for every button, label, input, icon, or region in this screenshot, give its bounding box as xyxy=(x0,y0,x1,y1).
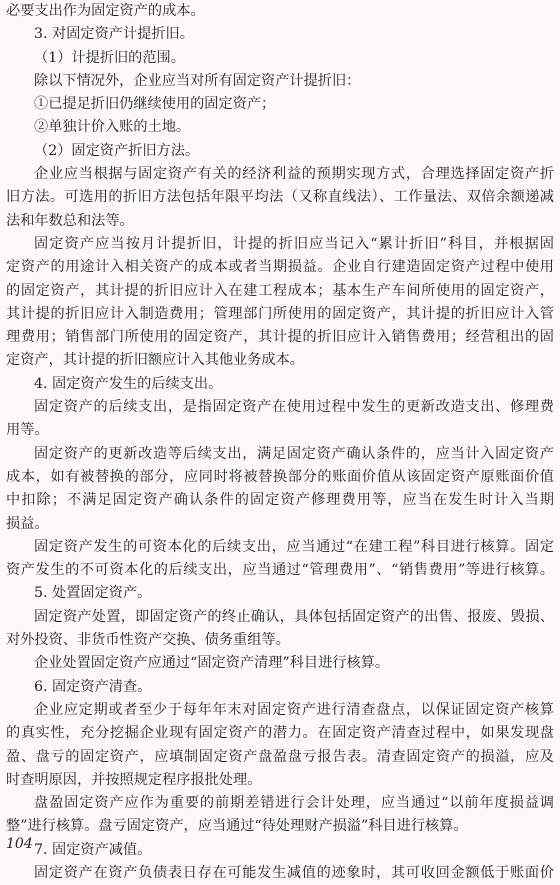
text-line: 资产发生的不可资本化的后续支出，应当通过“管理费用”、“销售费用”等进行核算。 xyxy=(6,562,554,579)
text-line: 时查明原因，并按照规定程序报批处理。 xyxy=(6,771,262,788)
text-line: 中扣除；不满足固定资产确认条件的固定资产修理费用等，应当在发生时计入当期 xyxy=(6,492,554,509)
text-line: 定资产的用途计入相关资产的成本或者当期损益。企业自行建造固定资产过程中使用 xyxy=(6,259,554,276)
body-text xyxy=(6,0,554,885)
text-line: ②单独计价入账的土地。 xyxy=(34,119,191,136)
text-line: 固定资产在资产负债表日存在可能发生减值的迹象时，其可收回金额低于账面价 xyxy=(34,864,554,881)
text-line: 企业应当根据与固定资产有关的经济利益的预期实现方式，合理选择固定资产折 xyxy=(34,166,554,183)
text-line: 5. 处置固定资产。 xyxy=(34,585,152,602)
text-line: 对外投资、非货币性资产交换、债务重组等。 xyxy=(6,632,290,649)
text-line: 的固定资产，其计提的折旧应计入在建工程成本；基本生产车间所使用的固定资产， xyxy=(6,282,554,299)
text-line: 整”进行核算。盘亏固定资产，应当通过“待处理财产损溢”科目进行核算。 xyxy=(6,818,468,835)
text-line: 必要支出作为固定资产的成本。 xyxy=(6,3,205,19)
text-line: 固定资产的更新改造等后续支出，满足固定资产确认条件的，应当计入固定资产 xyxy=(34,445,554,462)
text-line: 7. 固定资产减值。 xyxy=(34,841,152,858)
text-line: 旧方法。可选用的折旧方法包括年限平均法（又称直线法）、工作量法、双倍余额递减 xyxy=(6,189,554,206)
text-line: 企业处置固定资产应通过“固定资产清理”科目进行核算。 xyxy=(34,655,390,672)
text-line: 成本，如有被替换的部分，应同时将被替换部分的账面价值从该固定资产原账面价值 xyxy=(6,468,554,485)
text-line: 4. 固定资产发生的后续支出。 xyxy=(34,375,223,392)
text-line: 定资产，其计提的折旧额应计入其他业务成本。 xyxy=(6,352,304,369)
text-line: 的真实性，充分挖掘企业现有固定资产的潜力。在固定资产清查过程中，如果发现盘 xyxy=(6,725,554,742)
text-line: 固定资产应当按月计提折旧，计提的折旧应当记入“累计折旧”科目，并根据固 xyxy=(34,235,554,252)
text-line: 除以下情况外，企业应当对所有固定资产计提折旧： xyxy=(34,72,361,89)
text-line: （2）固定资产折旧方法。 xyxy=(34,142,200,159)
text-line: （1）计提折旧的范围。 xyxy=(34,49,185,66)
page-number: 104 xyxy=(6,836,33,852)
text-line: 损益。 xyxy=(6,515,49,532)
text-line: 固定资产处置，即固定资产的终止确认，具体包括固定资产的出售、报废、毁损、 xyxy=(34,608,554,625)
text-line: 固定资产发生的可资本化的后续支出，应当通过“在建工程”科目进行核算。固定 xyxy=(34,538,554,555)
text-line: 盈、盘亏的固定资产，应填制固定资产盘盈盘亏报告表。清查固定资产的损溢，应及 xyxy=(6,748,554,765)
text-line: ①已提足折旧仍继续使用的固定资产； xyxy=(34,96,276,113)
text-line: 用等。 xyxy=(6,422,49,439)
text-line: 法和年数总和法等。 xyxy=(6,212,134,229)
text-line: 3. 对固定资产计提折旧。 xyxy=(34,26,194,43)
text-line: 理费用；销售部门所使用的固定资产，其计提的折旧应计入销售费用；经营租出的固 xyxy=(6,329,554,346)
text-line: 固定资产的后续支出，是指固定资产在使用过程中发生的更新改造支出、修理费 xyxy=(34,399,554,416)
text-line: 其计提的折旧应计入制造费用；管理部门所使用的固定资产，其计提的折旧应计入管 xyxy=(6,305,554,322)
text-line: 企业应定期或者至少于每年年末对固定资产进行清查盘点，以保证固定资产核算 xyxy=(34,701,554,718)
text-line: 6. 固定资产清查。 xyxy=(34,678,152,695)
text-line: 盘盈固定资产应作为重要的前期差错进行会计处理，应当通过“以前年度损益调 xyxy=(34,795,554,812)
